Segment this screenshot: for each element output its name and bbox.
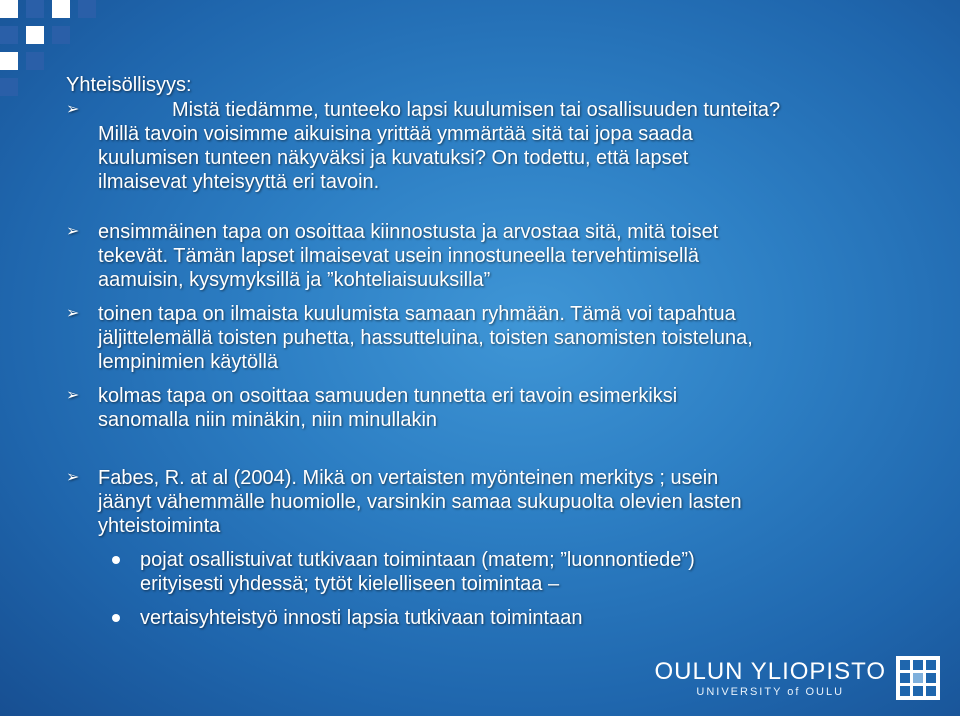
deco-square [78, 0, 96, 18]
bullet-item-3 [66, 302, 896, 374]
bullet-line: jäänyt vähemmälle huomiolle, varsinkin samaa sukupuolta olevien lasten [98, 491, 742, 513]
bullet-line: ilmaisevat yhteisyyttä eri tavoin. [98, 171, 380, 193]
bullet-dot-icon [112, 614, 120, 622]
bullet-line: yhteistoiminta [98, 515, 221, 537]
slide-content [66, 98, 896, 630]
university-emblem-icon [896, 656, 940, 700]
arrowhead-icon: ➢ [66, 223, 80, 240]
bullet-line: kolmas tapa on osoittaa samuuden tunnetta eri tavoin esimerkiksi [98, 385, 678, 407]
bullet-dot-icon [112, 556, 120, 564]
sub-bullet-line: vertaisyhteistyö innosti lapsia tutkivaan toimintaan [140, 607, 583, 629]
slide-title: Yhteisöllisyys: [66, 74, 192, 96]
sub-bullet-2 [66, 606, 896, 630]
bullet-line: ensimmäinen tapa on osoittaa kiinnostusta ja arvostaa sitä, mitä toiset [98, 221, 719, 243]
deco-square [26, 52, 44, 70]
bullet-item-2 [66, 220, 896, 292]
deco-square [52, 26, 70, 44]
sub-bullet-line: erityisesti yhdessä; tytöt kielelliseen toimintaa – [140, 573, 560, 595]
bullet-line: tekevät. Tämän lapset ilmaisevat usein innostuneella tervehtimisellä [98, 245, 700, 267]
deco-square [0, 78, 18, 96]
university-logo [654, 656, 940, 700]
deco-square [0, 52, 18, 70]
deco-square [52, 0, 70, 18]
bullet-line: sanomalla niin minäkin, niin minullakin [98, 409, 438, 431]
bullet-item-1 [66, 98, 896, 194]
deco-square [0, 26, 18, 44]
deco-square [26, 0, 44, 18]
bullet-line: Fabes, R. at al (2004). Mikä on vertaisten myönteinen merkitys ; usein [98, 467, 719, 489]
logo-sub-text: UNIVERSITY of OULU [696, 686, 845, 698]
arrowhead-icon: ➢ [66, 387, 80, 404]
bullet-line: Mistä tiedämme, tunteeko lapsi kuulumisen tai osallisuuden tunteita? [172, 99, 781, 121]
bullet-line: toinen tapa on ilmaista kuulumista samaan ryhmään. Tämä voi tapahtua [98, 303, 736, 325]
bullet-line: kuulumisen tunteen näkyväksi ja kuvatuksi? On todettu, että lapset [98, 147, 689, 169]
deco-square [26, 26, 44, 44]
logo-main-text: OULUN YLIOPISTO [654, 658, 886, 685]
deco-square [0, 0, 18, 18]
arrowhead-icon: ➢ [66, 305, 80, 322]
arrowhead-icon: ➢ [66, 469, 80, 486]
bullet-line: aamuisin, kysymyksillä ja ”kohteliaisuuksilla” [98, 269, 491, 291]
arrowhead-icon: ➢ [66, 101, 80, 118]
sub-bullet-line: pojat osallistuivat tutkivaan toimintaan (matem; ”luonnontiede”) [140, 549, 695, 571]
bullet-line: lempinimien käytöllä [98, 351, 279, 373]
bullet-item-4 [66, 384, 896, 432]
sub-bullet-1 [66, 548, 896, 596]
bullet-line: jäljittelemällä toisten puhetta, hassutteluina, toisten sanomisten toisteluna, [98, 327, 753, 349]
logo-text [654, 658, 886, 698]
bullet-item-5 [66, 466, 896, 538]
bullet-line: Millä tavoin voisimme aikuisina yrittää ymmärtää sitä tai jopa saada [98, 123, 693, 145]
